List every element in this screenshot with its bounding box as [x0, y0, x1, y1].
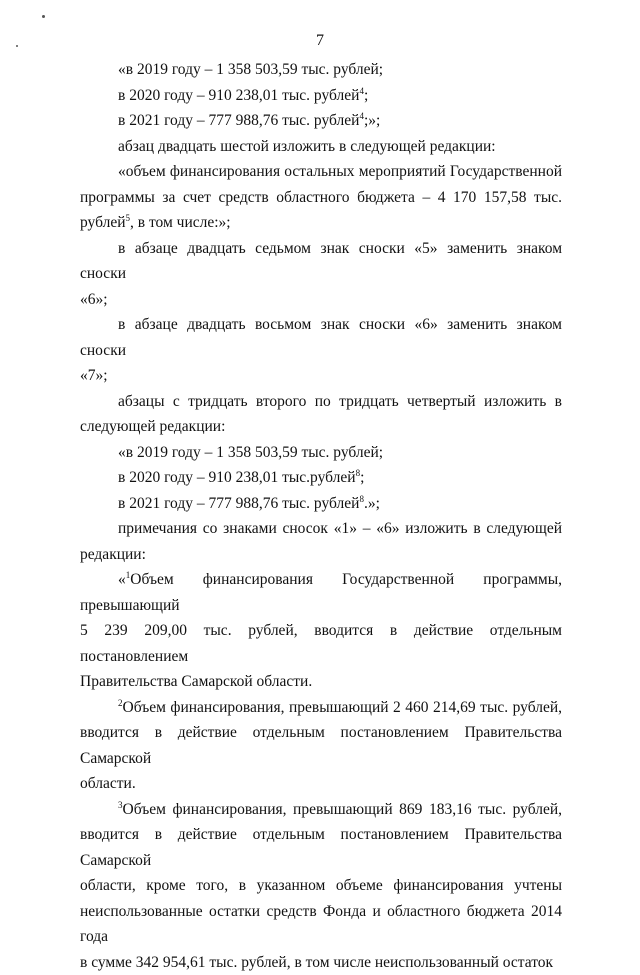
footnote-marker: 8	[356, 468, 361, 478]
text-line	[80, 618, 562, 669]
footnote-marker: 4	[359, 111, 364, 121]
paragraph-p4	[80, 134, 562, 160]
text-line	[80, 414, 562, 440]
paragraph-p1	[80, 57, 562, 83]
document-body	[80, 57, 562, 975]
line-text: в 2021 году – 777 988,76 тыс. рублей	[118, 495, 359, 512]
line-text: Объем финансирования, превышающий 2 460 214,69 тыс. рублей,	[123, 699, 563, 716]
footnote-marker: 5	[126, 213, 131, 223]
line-tail: ;»;	[364, 112, 380, 129]
line-text: в сумме 342 954,61 тыс. рублей, в том числе неиспользованный остаток	[80, 954, 553, 971]
text-line	[80, 797, 562, 823]
footnote-marker: 2	[118, 697, 123, 707]
line-text: «6»;	[80, 291, 108, 308]
footnote-marker: 3	[118, 799, 123, 809]
line-text: в абзаце двадцать седьмом знак сноски «5» заменить знаком сноски	[80, 240, 562, 283]
text-line	[80, 312, 562, 363]
paragraph-p3	[80, 108, 562, 134]
line-text: рублей	[80, 214, 126, 231]
line-text: примечания со знаками сносок «1» – «6» изложить в следующей	[118, 520, 562, 537]
line-text: абзацы с тридцать второго по тридцать четвертый изложить в	[118, 393, 562, 410]
text-line	[80, 822, 562, 873]
line-text: в 2021 году – 777 988,76 тыс. рублей	[118, 112, 359, 129]
text-line	[80, 108, 562, 134]
text-line	[80, 159, 562, 185]
line-text: 5 239 209,00 тыс. рублей, вводится в действие отдельным постановлением	[80, 622, 562, 665]
text-line	[80, 83, 562, 109]
line-text: «в 2019 году – 1 358 503,59 тыс. рублей;	[118, 61, 383, 78]
paragraph-p8	[80, 389, 562, 440]
text-line	[80, 440, 562, 466]
line-text: следующей редакции:	[80, 418, 225, 435]
paragraph-p9	[80, 440, 562, 466]
text-line	[80, 695, 562, 721]
paragraph-p12	[80, 516, 562, 567]
line-text: Объем финансирования Государственной программы, превышающий	[80, 571, 562, 614]
line-text: вводится в действие отдельным постановлением Правительства Самарской	[80, 724, 562, 767]
paragraph-p15	[80, 797, 562, 975]
line-text: редакции:	[80, 546, 146, 563]
line-text: неиспользованные остатки средств Фонда и областного бюджета 2014 года	[80, 903, 562, 946]
page-number: 7	[0, 32, 640, 50]
paragraph-p6	[80, 236, 562, 313]
paragraph-p2	[80, 83, 562, 109]
line-tail: ;	[360, 469, 364, 486]
text-line	[80, 210, 562, 236]
line-text: в 2020 году – 910 238,01 тыс. рублей	[118, 87, 359, 104]
line-text: области.	[80, 775, 136, 792]
line-tail: ;	[364, 87, 368, 104]
text-line	[80, 57, 562, 83]
line-text: в абзаце двадцать восьмом знак сноски «6» заменить знаком сноски	[80, 316, 562, 359]
text-line	[80, 542, 562, 568]
text-line	[80, 669, 562, 695]
line-text: Правительства Самарской области.	[80, 673, 312, 690]
text-line	[80, 516, 562, 542]
paragraph-p7	[80, 312, 562, 389]
line-text: абзац двадцать шестой изложить в следующей редакции:	[118, 138, 496, 155]
paragraph-p14	[80, 695, 562, 797]
text-line	[80, 491, 562, 517]
line-text: «7»;	[80, 367, 108, 384]
text-line	[80, 185, 562, 211]
text-line	[80, 363, 562, 389]
text-line	[80, 287, 562, 313]
line-text: «в 2019 году – 1 358 503,59 тыс. рублей;	[118, 444, 383, 461]
text-line	[80, 950, 562, 975]
text-line: «$^1$Объем финансирования Государственной программы, превышающий	[80, 567, 562, 618]
footnote-marker: 4	[359, 85, 364, 95]
line-text: области, кроме того, в указанном объеме финансирования учтены	[80, 877, 562, 894]
paragraph-p13	[80, 567, 562, 695]
line-tail: .»;	[364, 495, 380, 512]
line-text: Объем финансирования, превышающий 869 183,16 тыс. рублей,	[123, 801, 563, 818]
text-line	[80, 236, 562, 287]
text-line	[80, 465, 562, 491]
paragraph-p5	[80, 159, 562, 236]
line-text: программы за счет средств областного бюджета – 4 170 157,58 тыс.	[80, 189, 562, 206]
line-tail: , в том числе:»;	[130, 214, 231, 231]
text-line	[80, 899, 562, 950]
footnote-marker: 8	[359, 493, 364, 503]
text-line	[80, 134, 562, 160]
text-line	[80, 873, 562, 899]
scan-speck	[42, 15, 45, 18]
paragraph-p11	[80, 491, 562, 517]
line-text: вводится в действие отдельным постановлением Правительства Самарской	[80, 826, 562, 869]
footnote-marker: 1	[126, 570, 131, 580]
line-text: в 2020 году – 910 238,01 тыс.рублей	[118, 469, 356, 486]
text-line	[80, 389, 562, 415]
text-line	[80, 771, 562, 797]
line-text: «объем финансирования остальных мероприятий Государственной	[118, 163, 562, 180]
text-line	[80, 720, 562, 771]
paragraph-p10	[80, 465, 562, 491]
